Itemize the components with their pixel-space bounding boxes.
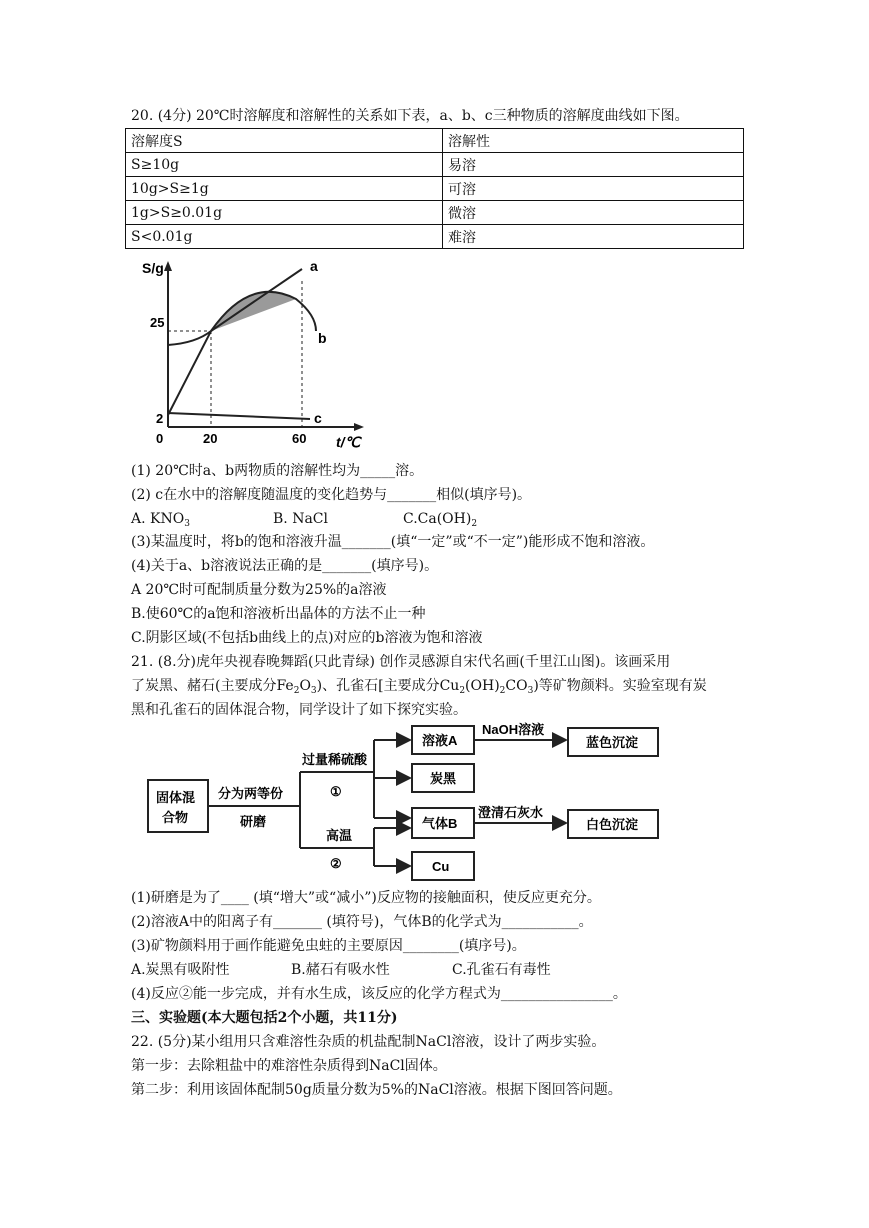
split-top-label: 分为两等份 bbox=[218, 786, 284, 801]
q20-2: (2) c在水中的溶解度随温度的变化趋势与_______相似(填序号)。 bbox=[131, 487, 532, 503]
q22-step1: 第一步：去除粗盐中的难溶性杂质得到NaCl固体。 bbox=[131, 1058, 447, 1074]
table-header: 溶解性 bbox=[443, 129, 744, 153]
q20-4: (4)关于a、b溶液说法正确的是_______(填序号)。 bbox=[131, 558, 439, 574]
q21-intro-1: 21. (8.分)虎年央视春晚舞蹈(只此青绿) 创作灵感源自宋代名画(千里江山图)。该画采用 bbox=[131, 654, 671, 670]
y-axis-label: S/g bbox=[142, 260, 164, 276]
y-tick-label: 25 bbox=[150, 315, 165, 330]
q22-title: 22. (5分)某小组用只含难溶性杂质的机盐配制NaCl溶液，设计了两步实验。 bbox=[131, 1034, 606, 1050]
carbon-label: 炭黑 bbox=[430, 771, 457, 786]
q21-intro-3: 黑和孔雀石的固体混合物，同学设计了如下探究实验。 bbox=[131, 702, 467, 718]
solution-a-label: 溶液A bbox=[422, 733, 458, 748]
branch2-label: 高温 bbox=[326, 828, 353, 843]
branch1-label: 过量稀硫酸 bbox=[302, 752, 368, 767]
gas-b-label: 气体B bbox=[422, 816, 458, 831]
option-a: A. $KNO_3$ bbox=[131, 511, 190, 529]
option-c: C.孔雀石有毒性 bbox=[452, 962, 551, 978]
x-tick-label: 20 bbox=[203, 431, 218, 446]
start-label-2: 合物 bbox=[162, 810, 189, 825]
q20-4-option-c: C.阴影区域(不包括b曲线上的点)对应的b溶液为饱和溶液 bbox=[131, 630, 483, 646]
q21-intro-2: 了炭黑、赭石(主要成分$Fe_2O_3$)、孔雀石[主要成分$Cu_2(OH)_2CO_3$)等矿物颜料。实验室现有炭 bbox=[131, 678, 707, 696]
q21-1: (1)研磨是为了____ (填“增大”或“减小”)反应物的接触面积，使反应更充分。 bbox=[131, 890, 601, 906]
q21-3: (3)矿物颜料用于画作能避免虫蛀的主要原因________(填序号)。 bbox=[131, 938, 526, 954]
q20-4-option-b: B.使60℃的a饱和溶液析出晶体的方法不止一种 bbox=[131, 606, 426, 622]
y-tick-label: 2 bbox=[156, 411, 164, 426]
table-cell: 微溶 bbox=[443, 201, 744, 225]
blue-precipitate-label: 蓝色沉淀 bbox=[586, 735, 639, 750]
solubility-curve-graph bbox=[130, 255, 370, 455]
curve-label-b: b bbox=[318, 330, 327, 346]
x-axis-label: t/℃ bbox=[336, 434, 361, 450]
q22-step2: 第二步：利用该固体配制50g质量分数为5%的NaCl溶液。根据下图回答问题。 bbox=[131, 1082, 622, 1098]
table-row bbox=[126, 225, 744, 249]
q20-2-options bbox=[131, 510, 478, 533]
start-label-1: 固体混 bbox=[156, 790, 196, 805]
solubility-table bbox=[125, 128, 744, 249]
curve-label-a: a bbox=[310, 258, 318, 274]
x-axis-arrow bbox=[354, 423, 364, 431]
table-cell: 可溶 bbox=[443, 177, 744, 201]
section-heading: 三、实验题(本大题包括2个小题，共11分) bbox=[131, 1010, 398, 1026]
q20-3: (3)某温度时，将b的饱和溶液升温_______(填“一定”或“不一定”)能形成不饱和溶液。 bbox=[131, 534, 655, 550]
q20-title: 20. (4分) 20℃时溶解度和溶解性的关系如下表，a、b、c三种物质的溶解度曲线如下图。 bbox=[131, 108, 689, 124]
table-row bbox=[126, 153, 744, 177]
q20-4-option-a: A 20℃时可配制质量分数为25%的a溶液 bbox=[131, 582, 387, 598]
table-header: 溶解度S bbox=[126, 129, 443, 153]
table-row bbox=[126, 177, 744, 201]
limewater-label: 澄清石灰水 bbox=[478, 805, 544, 820]
split-bottom-label: 研磨 bbox=[240, 814, 267, 829]
branch2-num: ② bbox=[330, 856, 342, 871]
q21-4: (4)反应②能一步完成，并有水生成，该反应的化学方程式为________________。 bbox=[131, 986, 627, 1002]
white-precipitate-label: 白色沉淀 bbox=[586, 817, 639, 832]
table-header-row bbox=[126, 129, 744, 153]
q21-2: (2)溶液A中的阳离子有_______ (填符号)，气体B的化学式为___________。 bbox=[131, 914, 593, 930]
table-cell: 易溶 bbox=[443, 153, 744, 177]
table-cell: 10g>S≥1g bbox=[126, 177, 443, 201]
naoh-label: NaOH溶液 bbox=[482, 722, 545, 737]
shaded-region bbox=[211, 292, 296, 331]
table-cell: 难溶 bbox=[443, 225, 744, 249]
option-a: A.炭黑有吸附性 bbox=[131, 962, 230, 978]
q20-1: (1) 20℃时a、b两物质的溶解性均为_____溶。 bbox=[131, 463, 424, 479]
x-tick-label: 0 bbox=[156, 431, 164, 446]
table-cell: S≥10g bbox=[126, 153, 443, 177]
table-row bbox=[126, 201, 744, 225]
curve-label-c: c bbox=[314, 410, 322, 426]
branch1-num: ① bbox=[330, 784, 342, 799]
option-b: B. NaCl bbox=[273, 511, 328, 527]
option-c: $C.Ca(OH)_2$ bbox=[403, 511, 478, 529]
y-axis-arrow bbox=[164, 261, 172, 271]
table-cell: 1g>S≥0.01g bbox=[126, 201, 443, 225]
table-cell: S<0.01g bbox=[126, 225, 443, 249]
curve-c bbox=[168, 413, 310, 419]
x-tick-label: 60 bbox=[292, 431, 307, 446]
experiment-flowchart bbox=[140, 720, 720, 885]
q21-3-options bbox=[131, 961, 551, 979]
cu-label: Cu bbox=[432, 859, 450, 874]
option-b: B.赭石有吸水性 bbox=[291, 962, 390, 978]
